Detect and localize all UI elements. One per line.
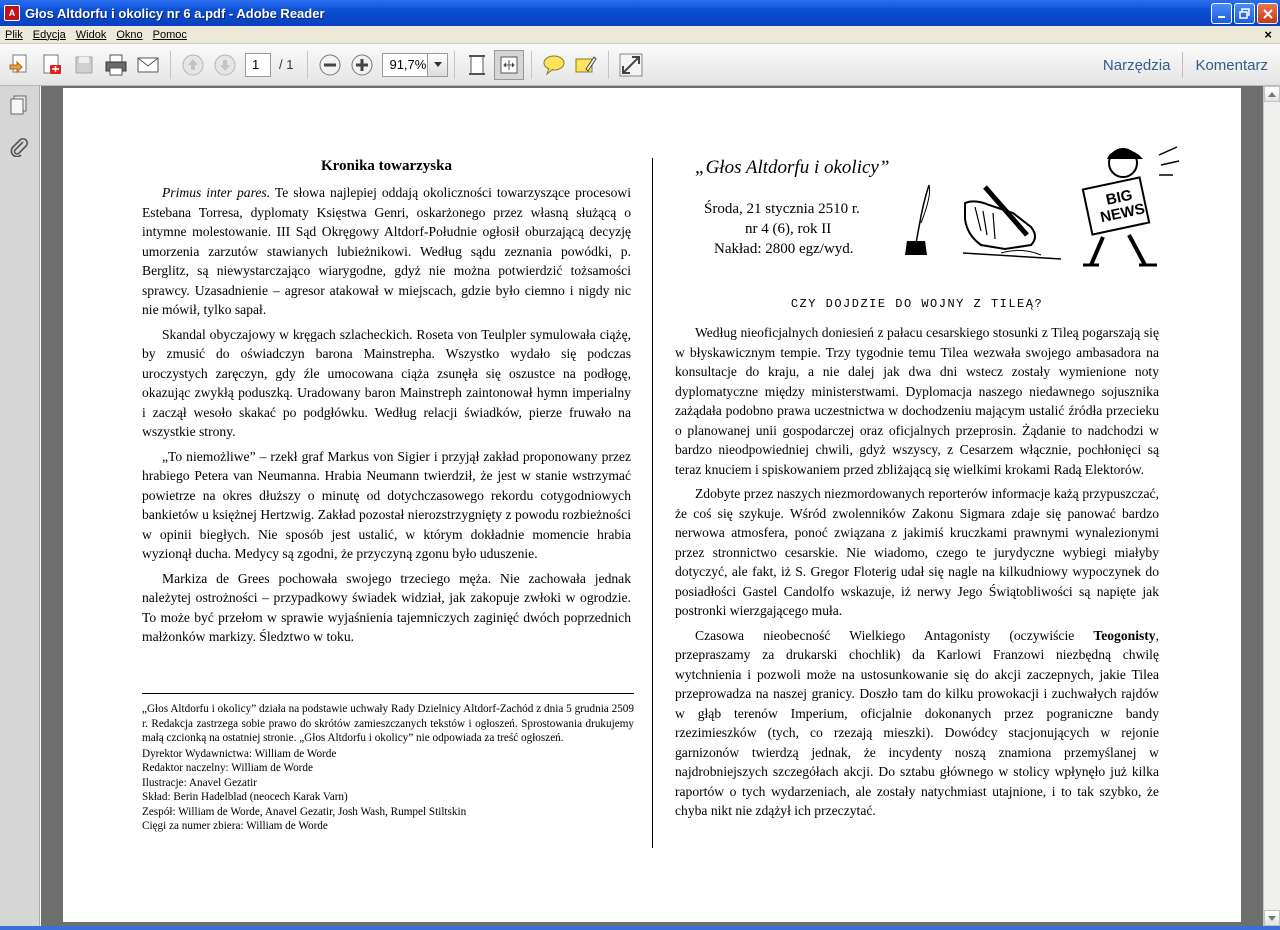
scroll-down-button[interactable] xyxy=(1264,910,1280,926)
menu-bar xyxy=(0,26,1280,44)
title-bar[interactable] xyxy=(0,0,1280,26)
circulation: Nakład: 2800 egz/wyd. xyxy=(714,241,854,257)
article-paragraph: Według nieoficjalnych doniesień z pałacu cesarskiego stosunki z Tileą pogarszają się w błyskawicznym tempie. Trzy tygodnie temu Tilea wezwała swojego ambasadora na konsultacje do kraju, a nie dalej jak dwa dni wstecz zostały wymienione noty dyplomatyczne między ministerstwami. Dyplomacja naszego niedawnego sojusznika zażądała podobno prawa uczestnictwa w dochodzeniu mającym ustalić źródła przecieku o planowanej unii gospodarczej oraz oficjalnych przeprosin. Żądanie to nadchodzi w bardzo nieodpowiedniej chwili, gdyż wszyscy, z Cesarzem włącznie, pochłonięci są teraz knuciem i spiskowaniem przed zbliżającą się wielkimi krokami Radą Elektorów. xyxy=(675,325,1159,477)
credit-line: Skład: Berin Hadelblad (neocech Karak Varn) xyxy=(142,791,348,803)
lead-phrase: Primus inter pares. xyxy=(162,185,271,200)
taskbar-edge xyxy=(0,926,1280,930)
comment-pane-button[interactable]: Komentarz xyxy=(1195,56,1268,74)
menu-edycja[interactable]: Edycja xyxy=(32,28,66,41)
chronicle-paragraph: „To niemożliwe” – rzekł graf Markus von Sigier i przyjął zakład proponowany przez hrabiego Petera van Neumanna. Hrabia Neumann twierdził, że jest w stanie wstrzymać powietrze na okres dłuższy o minutę od dotychczasowego rekordu cotygodniowych bankietów u księżnej Hertzwig. Zakład pozostał nierozstrzygnięty z powodu rozbieżności w opinii biegłych. Nie sposób jest ustalić, w którym dokładnie momencie hrabia wyzionął ducha. Medycy są zgodni, że przyczyną zgonu było uduszenie. xyxy=(142,448,631,561)
toolbar-separator xyxy=(531,51,532,79)
restore-icon xyxy=(1239,8,1250,19)
toolbar-separator xyxy=(454,51,455,79)
section-title: Kronika towarzyska xyxy=(321,158,452,174)
bold-word: Teogonisty xyxy=(1093,627,1156,643)
zoom-in-button[interactable] xyxy=(347,50,377,80)
envelope-icon xyxy=(136,53,160,77)
arrow-up-circle-icon xyxy=(181,53,205,77)
newspaper-title: „Głos Altdorfu i okolicy” xyxy=(695,157,890,178)
credit-line: Dyrektor Wydawnictwa: William de Worde xyxy=(142,747,337,760)
legal-notice: „Głos Altdorfu i okolicy” działa na podstawie uchwały Rady Dzielnicy Altdorf-Zachód z dnia 5 grudnia 2509 r. Redakcja zastrzega sobie prawo do skrótów zamieszczanych tekstów i ogłoszeń. Sprostowania drukujemy małą czcionką na ostatniej stronie. „Głos Altdorfu i okolicy” nie odpowiada za treść ogłoszeń. xyxy=(142,703,634,744)
zoom-level-input[interactable]: 91,7% xyxy=(382,53,428,77)
save-button[interactable] xyxy=(69,50,99,80)
chevron-down-icon xyxy=(434,62,442,67)
comment-bubble-icon xyxy=(542,53,566,77)
chronicle-paragraph: Skandal obyczajowy w kręgach szlacheckich. Roseta von Teulpler symulowała ciążę, by zmusić do oświadczyn barona Mainstrepha. Wszystko wydało się podczas uroczystych zaręczyn, gdy źle umocowana ciąża zsunęła się oszustce na podłogę, okazując zwykłą poduszką. Uradowany baron Mainstreph zaintonował hymn imperialny i zaczął wesoło skakać po podgłówku. Według relacji świadków, pierze fruwało na wszystkie strony. xyxy=(142,326,631,439)
create-pdf-button[interactable] xyxy=(37,50,67,80)
open-button[interactable] xyxy=(5,50,35,80)
create-pdf-icon xyxy=(40,53,64,77)
close-icon xyxy=(1263,9,1273,19)
scroll-up-button[interactable] xyxy=(1264,86,1280,102)
highlight-button[interactable] xyxy=(571,50,601,80)
editorial-notes xyxy=(142,693,634,834)
page-total: / 1 xyxy=(279,57,294,72)
full-screen-button[interactable] xyxy=(616,50,646,80)
arrow-down-circle-icon xyxy=(213,53,237,77)
quill-inkwell-icon xyxy=(899,183,935,257)
toolbar-separator xyxy=(307,51,308,79)
zoom-in-icon xyxy=(350,53,374,77)
print-button[interactable] xyxy=(101,50,131,80)
email-button[interactable] xyxy=(133,50,163,80)
toolbar-separator xyxy=(170,51,171,79)
chevron-up-icon xyxy=(1268,92,1276,97)
tools-pane-button[interactable]: Narzędzia xyxy=(1102,56,1171,74)
writing-hand-icon xyxy=(961,183,1065,263)
restore-button[interactable] xyxy=(1234,3,1255,24)
fit-width-icon xyxy=(498,54,520,76)
credit-line: Redaktor naczelny: William de Worde xyxy=(142,762,313,774)
pages-icon xyxy=(9,95,29,115)
news-column xyxy=(675,143,1159,826)
zoom-out-icon xyxy=(318,53,342,77)
chronicle-column xyxy=(142,158,631,652)
paragraph-text: Czasowa nieobecność Wielkiego Antagonisty (oczywiście xyxy=(695,627,1094,643)
window-title: Głos Altdorfu i okolicy nr 6 a.pdf - Adobe Reader xyxy=(25,5,325,21)
toolbar xyxy=(0,44,1280,86)
credit-line: Zespół: William de Worde, Anavel Gezatir, Josh Wash, Rumpel Stiltskin xyxy=(142,805,467,818)
issue-number: nr 4 (6), rok II xyxy=(745,221,832,237)
paragraph-text: , przepraszamy za drukarski chochlik) da Karlowi Franzowi niezbędną chwilę wytchnienia i pozwoli może na ustosunkowanie się do akcji zaczepnych, jakie Tilea przeprowadza na naszej granicy. Doszło tam do kilku prowokacji i zuchwałych rajdów w głąb terenów Imperium, oficjalnie dokonanych przez pograniczne bandy rzezimieszków (tych, co rzezają mieszki). Dowódcy stacjonujących w rejonie garnizonów twierdzą jednak, że incydenty noszą znamiona przemyślanej w najdrobniejszych szczegółach akcji. Do sztabu głównego w stolicy wpłynęło już kilka raportów o tych wydarzeniach, ale zostały natychmiast utajnione, i to tak szybko, że chyba nikt nie zdążył ich przeczytać. xyxy=(675,627,1159,818)
menu-okno[interactable]: Okno xyxy=(116,28,143,41)
column-divider xyxy=(652,158,653,848)
chevron-down-icon xyxy=(1268,916,1276,921)
highlighter-icon xyxy=(574,53,598,77)
document-close-button[interactable]: × xyxy=(1264,27,1272,42)
toolbar-separator xyxy=(608,51,609,79)
close-button[interactable] xyxy=(1257,3,1278,24)
article-headline: CZY DOJDZIE DO WOJNY Z TILEĄ? xyxy=(790,297,1044,311)
masthead xyxy=(675,143,1159,303)
save-icon xyxy=(73,54,95,76)
minimize-icon xyxy=(1217,9,1227,19)
previous-page-button[interactable] xyxy=(178,50,208,80)
open-file-icon xyxy=(8,53,32,77)
paragraph-text: Te słowa najlepiej oddają okoliczności towarzyszące procesowi Estebana Torresa, dyplomaty Księstwa Genri, oskarżonego przez własną służącą o intymne molestowanie. III Sąd Okręgowy Altdorf-Południe ogłosił oburzającą decyzję umorzenia zarzutów stawianych lubieżnikowi. Według sądu zeznania powódki, p. Berglitz, są niewystarczająco wiarygodne, gdyż nie można potwierdzić tożsamości sprawcy. Uzasadnienie – agresor atakował w miejscach, gdzie było ciemno i nigdy nic nie mówił, tylko sapał. xyxy=(142,185,631,317)
paperclip-icon xyxy=(9,137,29,157)
article-paragraph: Zdobyte przez naszych niezmordowanych reporterów informacje każą przypuszczać, że coś się szykuje. Wśród zwolenników Zakonu Sigmara zdaje się panować bardzo nerwowa atmosfera, ponoć związana z jakimiś kruczkami prawnymi wynalezionymi przez stronnictwo cesarskie. Nie wiadomo, czego te jurydyczne wybiegi miałyby dotyczyć, ale fakt, iż S. Gregor Floterig udał się nagle na kilkudniowy wypoczynek do posiadłości Gastel Candolfo wskazuje, iż nerwy Jego Świątobliwości są napięte jak postronki wierzgającego muła. xyxy=(675,486,1159,618)
next-page-button[interactable] xyxy=(210,50,240,80)
article-paragraph xyxy=(675,626,1159,821)
big-news-label: BIG NEWS xyxy=(1098,186,1147,227)
sticky-note-button[interactable] xyxy=(539,50,569,80)
printer-icon xyxy=(104,53,128,77)
attachments-panel-button[interactable] xyxy=(8,136,30,158)
menu-widok[interactable]: Widok xyxy=(75,28,107,41)
navigation-panel xyxy=(0,86,40,928)
expand-icon xyxy=(619,53,643,77)
adobe-reader-icon: A xyxy=(4,5,20,21)
pages-panel-button[interactable] xyxy=(8,94,30,116)
fit-page-icon xyxy=(466,54,488,76)
menu-pomoc[interactable]: Pomoc xyxy=(152,28,187,41)
zoom-out-button[interactable] xyxy=(315,50,345,80)
page-number-input[interactable]: 1 xyxy=(245,53,271,77)
menu-plik[interactable]: Plik xyxy=(5,28,23,41)
pdf-page xyxy=(63,88,1241,922)
issue-date: Środa, 21 stycznia 2510 r. xyxy=(704,201,860,217)
credit-line: Ilustracje: Anavel Gezatir xyxy=(142,776,257,789)
minimize-button[interactable] xyxy=(1211,3,1232,24)
zoom-dropdown-button[interactable] xyxy=(428,53,448,77)
document-viewport[interactable] xyxy=(41,86,1263,928)
vertical-scrollbar[interactable] xyxy=(1263,86,1280,928)
credit-line: Cięgi za numer zbiera: William de Worde xyxy=(142,820,328,832)
chronicle-paragraph xyxy=(142,183,631,320)
fit-page-button[interactable] xyxy=(462,50,492,80)
fit-width-button[interactable] xyxy=(494,50,524,80)
chronicle-paragraph: Markiza de Grees pochowała swojego trzeciego męża. Nie zachowała jednak należytej ostrożności – przypadkowy świadek widział, jak zakopuje zwłoki w ogrodzie. To może być przełom w sprawie wyjaśnienia tajemniczych zaginięć dwóch poprzednich małżonków markizy. Śledztwo w toku. xyxy=(142,570,631,644)
